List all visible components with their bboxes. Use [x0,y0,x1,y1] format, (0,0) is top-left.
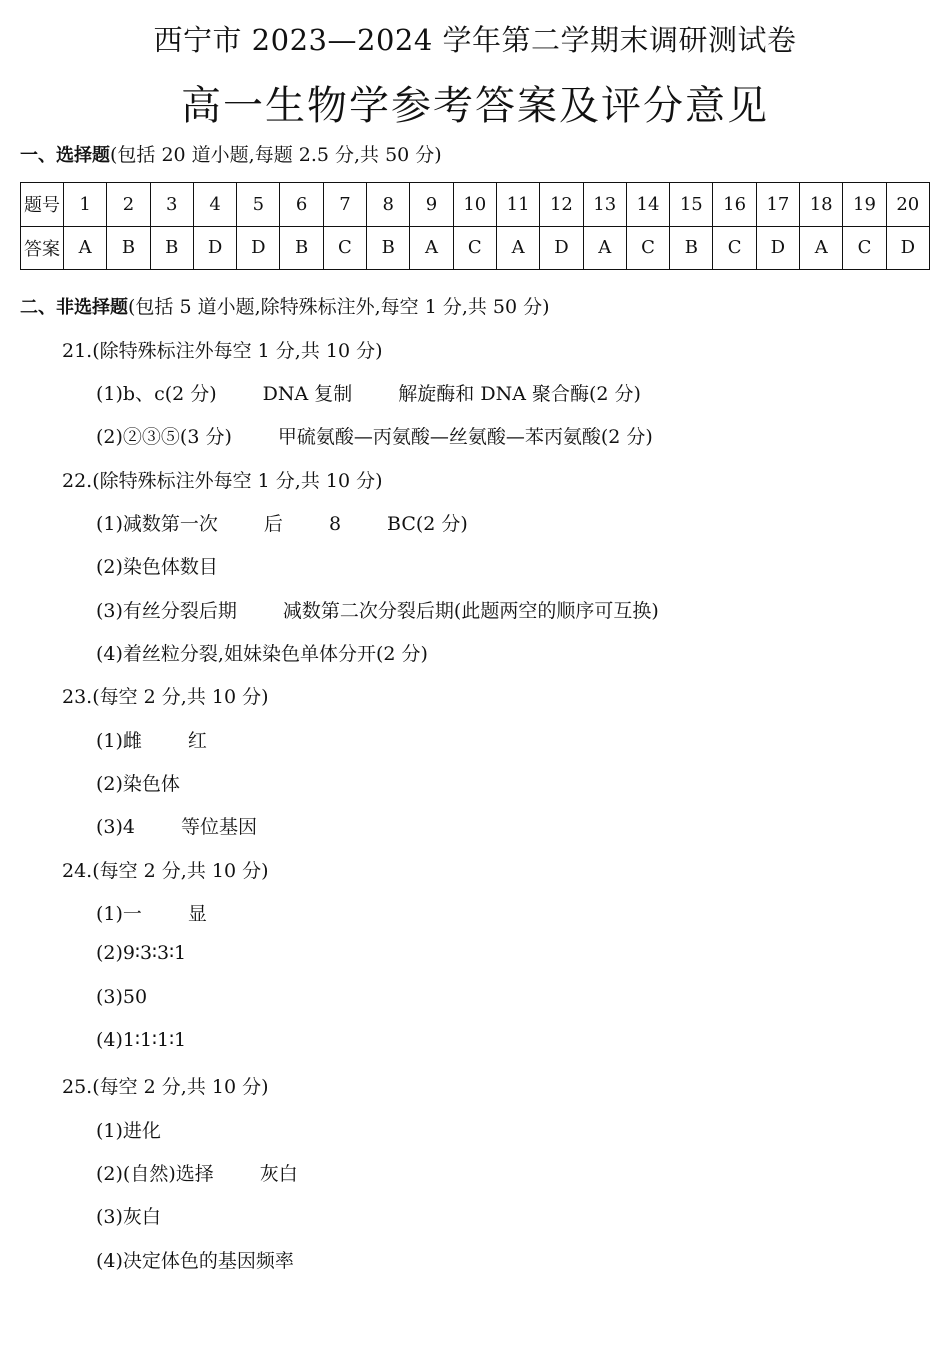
q22-answer-2: (2)染色体数目 [96,556,218,578]
section1-heading [20,140,442,167]
answer-cell: C [626,226,669,270]
question-number-cell: 18 [800,183,843,227]
question-number-cell: 16 [713,183,756,227]
answer-table [20,182,930,270]
q21-a1-part1: (1)b、c(2 分) [96,383,217,405]
q24-a1-part1: (1)一 [96,903,142,925]
question-number-cell: 4 [193,183,236,227]
answer-cell: A [583,226,626,270]
q21-title: 21.(除特殊标注外每空 1 分,共 10 分) [62,340,383,362]
exam-title: 西宁市 2023—2024 学年第二学期末调研测试卷 [153,23,797,57]
section2-note: (包括 5 道小题,除特殊标注外,每空 1 分,共 50 分) [128,296,550,318]
q21-a1-part2: DNA 复制 [262,383,353,405]
q24-answer-3: (3)50 [96,986,148,1008]
q22-a1-part2: 后 [263,513,283,535]
q23-a3-part1: (3)4 [96,816,136,838]
number-row [21,183,930,227]
q22-answer-3 [96,596,659,623]
answer-cell: C [713,226,756,270]
q23-title: 23.(每空 2 分,共 10 分) [62,686,269,708]
question-number-cell: 9 [410,183,453,227]
section2-heading [20,292,550,319]
q22-title: 22.(除特殊标注外每空 1 分,共 10 分) [62,470,383,492]
question-number-cell: 12 [540,183,583,227]
answer-cell: B [150,226,193,270]
section1-label: 一、选择题 [20,145,110,166]
q22-a3-part1: (3)有丝分裂后期 [96,600,237,622]
question-number-cell: 20 [886,183,929,227]
answer-cell: B [670,226,713,270]
question-number-cell: 19 [843,183,886,227]
question-number-cell: 8 [367,183,410,227]
q24-answer-1 [96,899,207,926]
answer-key-title: 高一生物学参考答案及评分意见 [181,83,769,129]
answer-cell: D [540,226,583,270]
q25-a2-part1: (2)(自然)选择 [96,1163,214,1185]
question-number-cell: 5 [237,183,280,227]
q22-a1-part4: BC(2 分) [387,513,468,535]
q23-a1-part1: (1)雌 [96,730,142,752]
answer-cell: A [410,226,453,270]
answer-cell: C [323,226,366,270]
question-number-cell: 13 [583,183,626,227]
q23-answer-3 [96,812,257,839]
question-number-cell: 14 [626,183,669,227]
q24-answer-2: (2)9∶3∶3∶1 [96,942,187,964]
q22-a1-part3: 8 [328,513,342,535]
question-number-cell: 2 [107,183,150,227]
q22-a1-part1: (1)减数第一次 [96,513,218,535]
answer-cell: D [756,226,799,270]
q25-title: 25.(每空 2 分,共 10 分) [62,1076,269,1098]
q21-a2-part1: (2)②③⑤(3 分) [96,426,232,448]
answer-cell: A [496,226,539,270]
answer-cell: D [237,226,280,270]
answer-cell: A [64,226,107,270]
q22-a3-part2: 减数第二次分裂后期(此题两空的顺序可互换) [282,600,659,622]
section2-label: 二、非选择题 [20,297,128,318]
answer-row-label: 答案 [21,226,64,270]
question-number-cell: 17 [756,183,799,227]
answer-cell: B [367,226,410,270]
q21-a1-part3: 解旋酶和 DNA 聚合酶(2 分) [398,383,641,405]
q23-answer-2: (2)染色体 [96,773,180,795]
answer-cell: C [843,226,886,270]
question-number-cell: 3 [150,183,193,227]
section1-note: (包括 20 道小题,每题 2.5 分,共 50 分) [110,144,442,166]
question-number-cell: 15 [670,183,713,227]
q22-answer-4: (4)着丝粒分裂,姐妹染色单体分开(2 分) [96,643,428,665]
question-number-cell: 10 [453,183,496,227]
answer-cell: A [800,226,843,270]
q24-a1-part2: 显 [187,903,207,925]
q25-answer-2 [96,1159,298,1186]
q21-answer-2 [96,422,653,449]
answer-cell: C [453,226,496,270]
q21-answer-1 [96,379,641,406]
answer-cell: D [193,226,236,270]
q23-a3-part2: 等位基因 [181,816,258,838]
q25-a2-part2: 灰白 [259,1163,298,1185]
number-row-label: 题号 [21,183,64,227]
q23-answer-1 [96,726,207,753]
answer-row [21,226,930,270]
question-number-cell: 11 [496,183,539,227]
q25-answer-3: (3)灰白 [96,1206,161,1228]
q25-answer-1: (1)进化 [96,1120,161,1142]
q25-answer-4: (4)决定体色的基因频率 [96,1250,294,1272]
q21-a2-part2: 甲硫氨酸—丙氨酸—丝氨酸—苯丙氨酸(2 分) [277,426,653,448]
question-number-cell: 6 [280,183,323,227]
answer-cell: D [886,226,929,270]
answer-cell: B [280,226,323,270]
answer-cell: B [107,226,150,270]
q24-answer-4: (4)1∶1∶1∶1 [96,1029,187,1051]
q23-a1-part2: 红 [187,730,207,752]
q24-title: 24.(每空 2 分,共 10 分) [62,860,269,882]
q22-answer-1 [96,509,468,536]
question-number-cell: 1 [64,183,107,227]
question-number-cell: 7 [323,183,366,227]
